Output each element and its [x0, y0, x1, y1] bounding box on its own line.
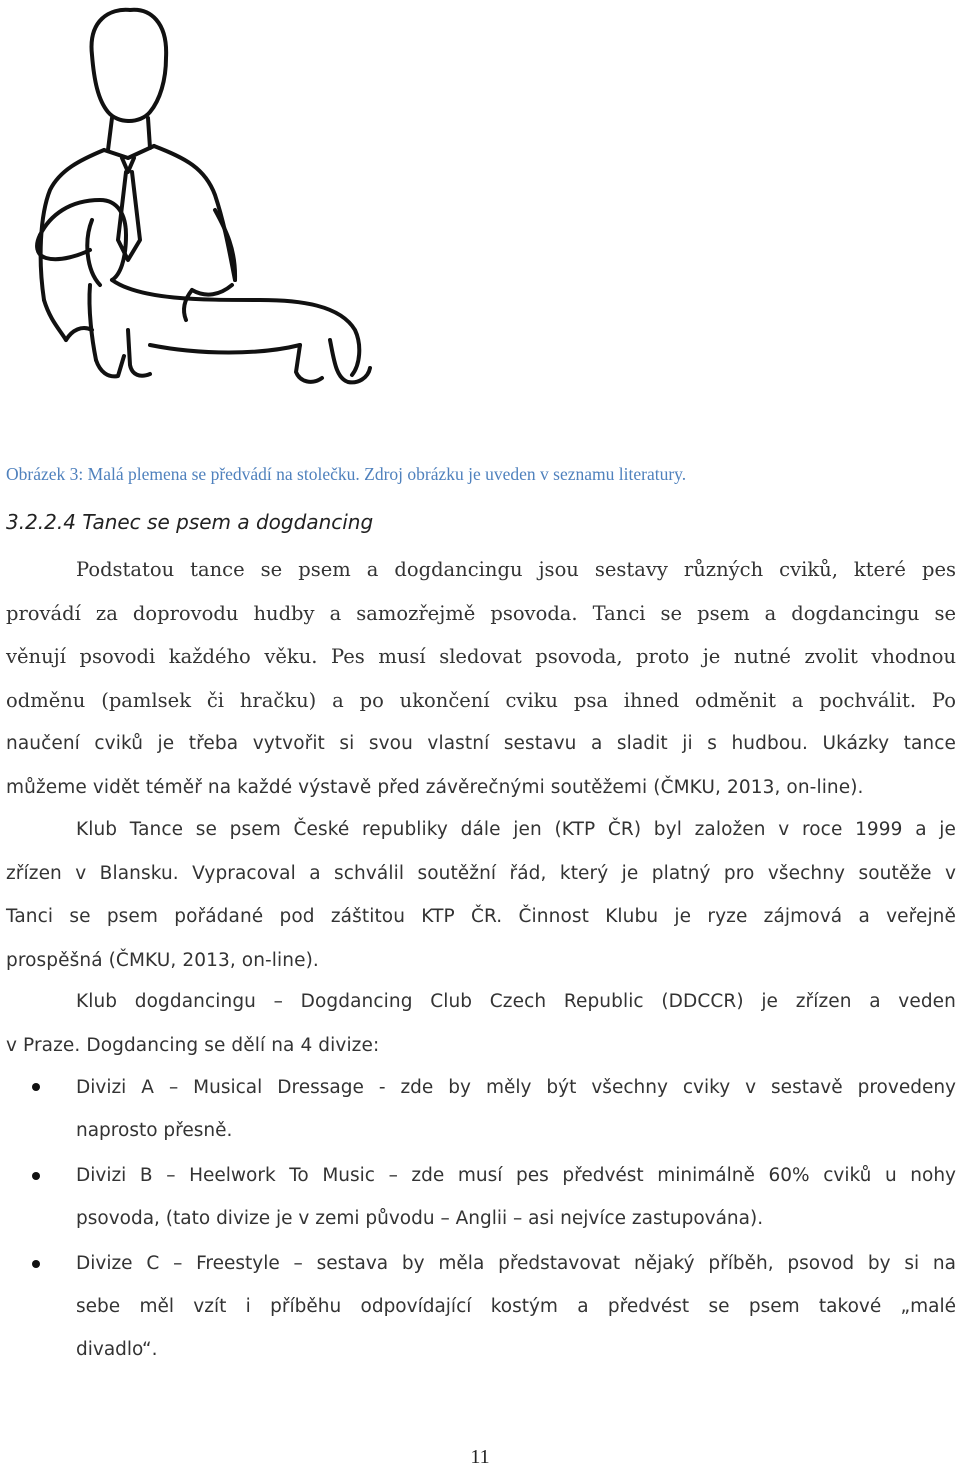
- bullet-marker: [32, 1260, 40, 1268]
- page-number: 11: [470, 1446, 490, 1468]
- text-line: sebe měl vzít i příběhu odpovídající kostým a předvést se psem takové „malé: [76, 1296, 956, 1317]
- text-line: provádí za doprovodu hudby a samozřejmě psovoda. Tanci se psem a dogdancingu se: [6, 601, 956, 625]
- bullet-item-division-b: [76, 1154, 956, 1240]
- bullet-marker: [32, 1083, 40, 1091]
- paragraph-ddccr: [6, 980, 956, 1067]
- text-line: divadlo“.: [76, 1339, 158, 1360]
- bullet-marker: [32, 1172, 40, 1180]
- bullet-item-division-a: [76, 1066, 956, 1152]
- text-line: Podstatou tance se psem a dogdancingu jsou sestavy různých cviků, které pes: [76, 558, 956, 581]
- text-line: prospěšná (ČMKU, 2013, on-line).: [6, 949, 319, 971]
- text-line: věnují psovodi každého věku. Pes musí sledovat psovoda, proto je nutné zvolit vhodnou: [6, 645, 956, 668]
- text-line: můžeme vidět téměř na každé výstavě před závěrečnými soutěžemi (ČMKU, 2013, on-line).: [6, 776, 864, 798]
- text-line: Divize C – Freestyle – sestava by měla představovat nějaký příběh, psovod by si na: [76, 1253, 956, 1274]
- paragraph-dance: [6, 548, 956, 809]
- text-line: Klub dogdancingu – Dogdancing Club Czech Republic (DDCCR) je zřízen a veden: [76, 991, 956, 1012]
- text-line: Klub Tance se psem České republiky dále jen (KTP ČR) byl založen v roce 1999 a je: [76, 819, 956, 840]
- text-line: Divizi A – Musical Dressage - zde by měly být všechny cviky v sestavě provedeny: [76, 1077, 956, 1098]
- text-line: naučení cviků je třeba vytvořit si svou vlastní sestavu a sladit ji s hudbou. Ukázky tance: [6, 733, 956, 754]
- bullet-item-division-c: [76, 1242, 956, 1371]
- section-heading: 3.2.2.4 Tanec se psem a dogdancing: [6, 510, 374, 534]
- text-line: Divizi B – Heelwork To Music – zde musí pes předvést minimálně 60% cviků u nohy: [76, 1165, 956, 1186]
- text-line: Tanci se psem pořádané pod záštitou KTP ČR. Činnost Klubu je ryze zájmová a veřejně: [6, 906, 956, 927]
- text-line: naprosto přesně.: [76, 1120, 233, 1141]
- dog-handler-illustration: [0, 0, 420, 440]
- text-line: v Praze. Dogdancing se dělí na 4 divize:: [6, 1034, 380, 1056]
- text-line: zřízen v Blansku. Vypracoval a schválil soutěžní řád, který je platný pro všechny soutěže v: [6, 862, 956, 884]
- figure-caption: Obrázek 3: Malá plemena se předvádí na stolečku. Zdroj obrázku je uveden v seznamu literatury.: [6, 464, 687, 484]
- text-line: odměnu (pamlsek či hračku) a po ukončení cviku psa ihned odměnit a pochválit. Po: [6, 688, 956, 712]
- paragraph-ktp: [6, 808, 956, 982]
- text-line: psovoda, (tato divize je v zemi původu – Anglii – asi nejvíce zastupována).: [76, 1208, 764, 1229]
